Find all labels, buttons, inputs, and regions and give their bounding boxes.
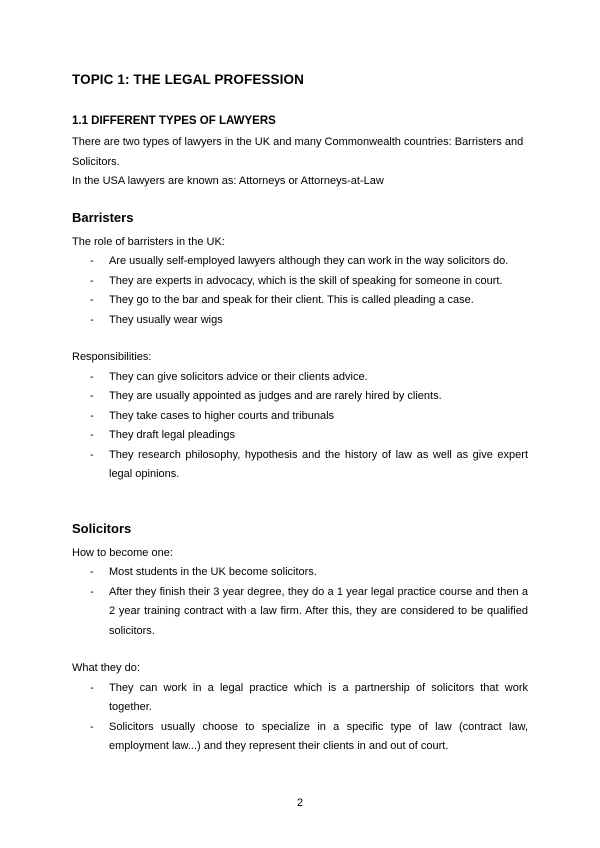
- barristers-role-list: [72, 252, 528, 330]
- responsibilities-label: Responsibilities:: [72, 351, 152, 363]
- bullet-dash: -: [90, 681, 94, 694]
- how-list: [72, 563, 528, 641]
- list-item: [72, 311, 528, 331]
- list-item: [72, 407, 528, 427]
- section-heading: 1.1 DIFFERENT TYPES OF LAWYERS: [72, 115, 276, 127]
- bullet-dash: -: [90, 429, 94, 441]
- list-item-text: Solicitors usually choose to specialize in a specific type of law (contract law, employment law...) and they represent their clients in and out of court.: [109, 720, 528, 752]
- list-item-text: Most students in the UK become solicitors.: [109, 566, 317, 578]
- list-item: [72, 679, 528, 718]
- list-item: [72, 291, 528, 311]
- intro-paragraph: In the USA lawyers are known as: Attorneys or Attorneys-at-Law: [72, 175, 384, 187]
- list-item-text: They are experts in advocacy, which is the skill of speaking for someone in court.: [109, 274, 503, 287]
- list-item-text: Are usually self-employed lawyers although they can work in the way solicitors do.: [109, 255, 509, 267]
- bullet-dash: -: [90, 313, 94, 326]
- bullet-dash: -: [90, 566, 94, 578]
- intro-paragraph: There are two types of lawyers in the UK and many Commonwealth countries: Barristers and Solicitors.: [72, 136, 524, 168]
- list-item: [72, 368, 528, 388]
- list-item-text: They draft legal pleadings: [109, 429, 235, 441]
- bullet-dash: -: [90, 585, 94, 598]
- bullet-dash: -: [90, 409, 94, 422]
- how-label: How to become one:: [72, 546, 173, 559]
- barristers-role-label: The role of barristers in the UK:: [72, 235, 225, 248]
- document-page: [72, 72, 528, 757]
- bullet-dash: -: [90, 390, 94, 402]
- list-item-text: They go to the bar and speak for their client. This is called pleading a case.: [109, 294, 474, 306]
- list-item-text: They can give solicitors advice or their clients advice.: [109, 370, 368, 383]
- list-item: [72, 272, 528, 292]
- page-number: 2: [296, 797, 304, 809]
- bullet-dash: -: [90, 370, 94, 383]
- list-item: [72, 583, 528, 642]
- solicitors-heading: Solicitors: [72, 520, 132, 536]
- list-item-text: They take cases to higher courts and tribunals: [109, 409, 335, 422]
- list-item: [72, 387, 528, 407]
- list-item-text: They research philosophy, hypothesis and the history of law as well as give expert legal opinions.: [109, 448, 528, 480]
- bullet-dash: -: [90, 294, 94, 306]
- page-title: TOPIC 1: THE LEGAL PROFESSION: [72, 72, 304, 87]
- responsibilities-list: [72, 368, 528, 485]
- list-item: [72, 718, 528, 757]
- bullet-dash: -: [90, 720, 94, 733]
- list-item: [72, 252, 528, 272]
- list-item-text: They usually wear wigs: [109, 313, 223, 326]
- list-item: [72, 563, 528, 583]
- bullet-dash: -: [90, 255, 94, 267]
- list-item-text: They can work in a legal practice which is a partnership of solicitors that work together.: [109, 681, 528, 713]
- barristers-heading: Barristers: [72, 209, 134, 225]
- list-item: [72, 426, 528, 446]
- bullet-dash: -: [90, 274, 94, 287]
- what-list: [72, 679, 528, 757]
- list-item: [72, 446, 528, 485]
- what-label: What they do:: [72, 662, 140, 674]
- list-item-text: They are usually appointed as judges and are rarely hired by clients.: [109, 390, 442, 402]
- bullet-dash: -: [90, 448, 94, 461]
- list-item-text: After they finish their 3 year degree, they do a 1 year legal practice course and then a 2 year training contract with a law firm. After this, they are considered to be qualified solicitors.: [109, 585, 528, 637]
